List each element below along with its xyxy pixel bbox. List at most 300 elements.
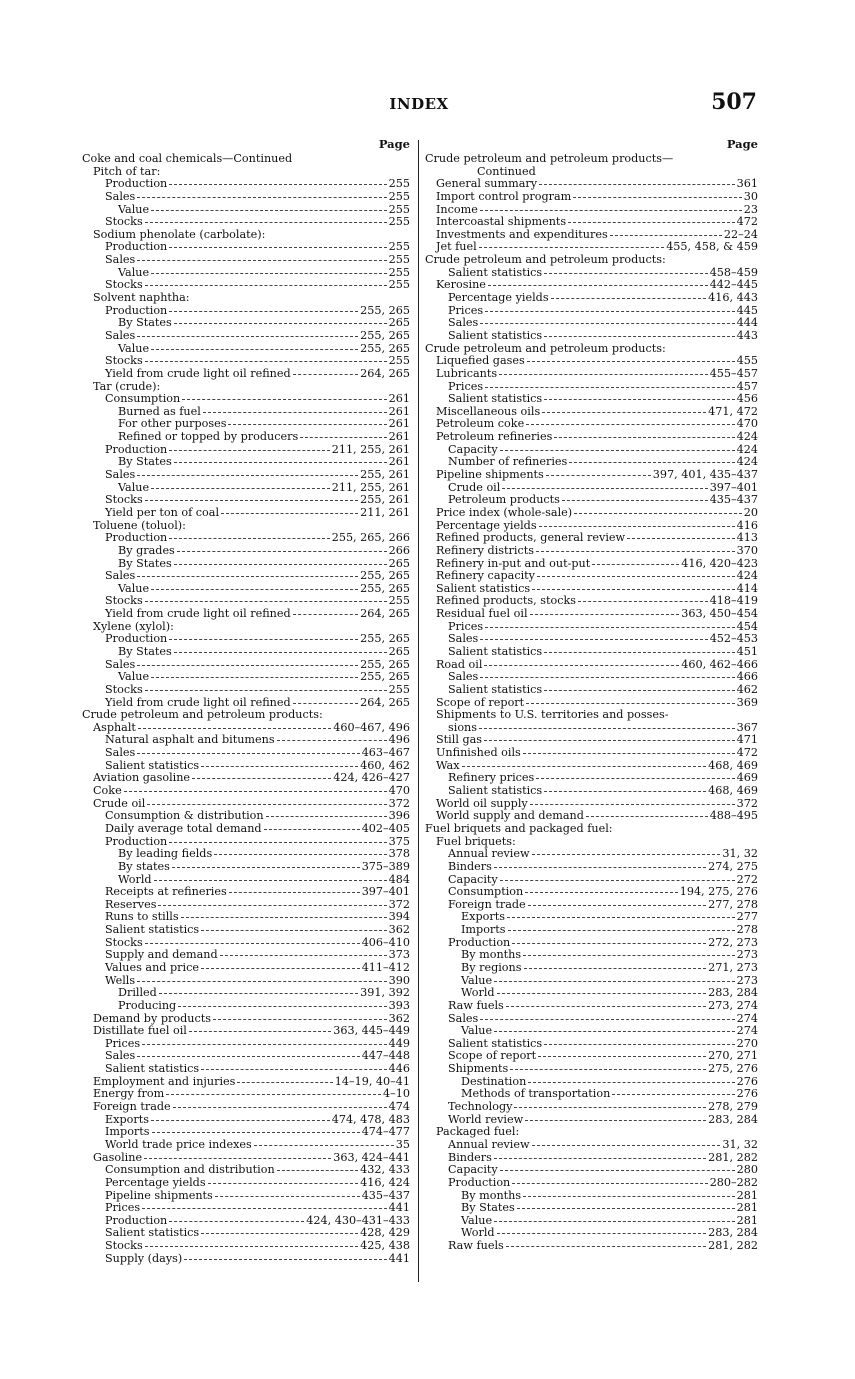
index-entry [425, 848, 758, 861]
dot-leader [266, 815, 387, 817]
index-page-refs: 255 [388, 265, 410, 279]
index-entry [82, 1240, 410, 1253]
index-page-refs: 424, 430–431–433 [306, 1213, 410, 1227]
dot-leader [169, 246, 386, 248]
index-term: Prices [448, 619, 484, 633]
index-entry [82, 785, 410, 798]
index-entry [82, 191, 410, 204]
index-entry [425, 747, 758, 760]
index-entry [82, 1063, 410, 1076]
dot-leader [479, 246, 664, 248]
index-entry [425, 469, 758, 482]
dot-leader [174, 322, 387, 324]
dot-leader [485, 310, 735, 312]
index-entry [82, 1101, 410, 1114]
index-page-refs: 361 [736, 177, 758, 191]
dot-leader [147, 803, 386, 805]
index-page-refs: 466 [736, 670, 758, 684]
dot-leader [228, 423, 386, 425]
index-page-refs: 271, 273 [708, 961, 758, 974]
index-entry [82, 153, 410, 166]
index-page-refs: 397, 401, 435–437 [652, 468, 758, 482]
dot-leader [480, 638, 707, 640]
index-term: World trade price indexes [105, 1137, 252, 1151]
index-page-refs: 455–457 [709, 366, 758, 380]
index-term: Supply (days) [105, 1251, 183, 1265]
dot-leader [528, 1081, 734, 1083]
index-page-refs: 414 [736, 581, 758, 595]
index-term: Wells [105, 973, 136, 987]
index-page-refs: 363, 445–449 [333, 1024, 410, 1038]
index-term: Value [118, 581, 150, 595]
dot-leader [145, 600, 387, 602]
index-page-refs: 469 [736, 771, 758, 785]
index-page-refs: 424, 426–427 [333, 771, 410, 785]
index-page-refs: 277, 278 [708, 897, 758, 911]
dot-leader [485, 386, 735, 388]
index-term: Number of refineries [448, 455, 568, 469]
index-term: Value [461, 1024, 493, 1038]
index-page-refs: 281 [736, 1201, 758, 1215]
index-term: Supply and demand [105, 948, 218, 962]
index-term: Crude oil [448, 480, 501, 494]
index-term: Shipments to U.S. territories and posses- [436, 708, 669, 722]
index-term: Crude petroleum and petroleum products: [82, 708, 323, 722]
index-page-refs: 278, 279 [708, 1100, 758, 1114]
index-page-refs: 474, 478, 483 [331, 1112, 410, 1126]
index-entry [82, 393, 410, 406]
index-entry [82, 507, 410, 520]
index-entry [425, 646, 758, 659]
index-term: Capacity [448, 1163, 498, 1177]
dot-leader [524, 967, 707, 969]
dot-leader [627, 537, 735, 539]
dot-leader [480, 322, 734, 324]
index-term: World review [448, 1112, 524, 1126]
dot-leader [145, 499, 358, 501]
index-term: Production [105, 442, 168, 456]
dot-leader [508, 929, 735, 931]
index-page-refs: 470 [388, 784, 410, 798]
index-page-refs: 266 [388, 543, 410, 557]
index-page-refs: 280 [736, 1163, 758, 1177]
index-page-refs: 370 [736, 543, 758, 557]
index-term: Lubricants [436, 366, 498, 380]
index-entry [82, 1253, 410, 1266]
dot-leader [484, 739, 735, 741]
index-page-refs: 278 [736, 923, 758, 937]
index-page-refs: 273 [736, 948, 758, 962]
dot-leader [494, 980, 735, 982]
index-entry [425, 785, 758, 798]
dot-leader [293, 373, 359, 375]
index-term: Yield from crude light oil refined [105, 607, 291, 621]
dot-leader [169, 841, 386, 843]
index-term: Production [105, 834, 168, 848]
dot-leader [184, 1258, 386, 1260]
dot-leader [507, 916, 735, 918]
index-page-refs: 402–405 [361, 821, 410, 835]
index-entry [425, 1164, 758, 1177]
dot-leader [542, 411, 706, 413]
dot-leader [169, 310, 358, 312]
index-page-refs: 211, 255, 261 [331, 480, 410, 494]
index-entry [82, 216, 410, 229]
index-term: Xylene (xylol): [93, 619, 174, 633]
index-term: Crude oil [93, 796, 146, 810]
index-entry [425, 1202, 758, 1215]
index-term: Liquefied gases [436, 354, 525, 368]
index-entry [82, 772, 410, 785]
index-entry [82, 1164, 410, 1177]
index-page-refs: 255, 265 [360, 670, 410, 684]
dot-leader [497, 1232, 707, 1234]
index-term: Consumption & distribution [105, 809, 264, 823]
index-term: Sales [105, 746, 136, 760]
index-page-refs: 255 [388, 278, 410, 292]
index-term: Prices [105, 1036, 141, 1050]
dot-leader [151, 588, 358, 590]
index-page-refs: 418–419 [709, 594, 758, 608]
index-page-refs: 255, 265 [360, 632, 410, 646]
index-page-refs: 276 [736, 1087, 758, 1101]
index-term: Refined products, stocks [436, 594, 577, 608]
index-term: Investments and expenditures [436, 227, 608, 241]
index-term: sions [448, 720, 478, 734]
index-term: Sales [105, 1049, 136, 1063]
index-term: Petroleum coke [436, 417, 525, 431]
index-page-refs: 261 [388, 455, 410, 469]
index-term: By States [461, 1201, 515, 1215]
index-term: Production [448, 935, 511, 949]
index-page-refs: 451 [736, 644, 758, 658]
index-page-refs: 31, 32 [722, 847, 758, 861]
dot-leader [499, 373, 708, 375]
index-term: Sales [105, 328, 136, 342]
index-page-refs: 372 [388, 796, 410, 810]
index-page-refs: 416, 424 [360, 1175, 410, 1189]
index-page-refs: 194, 275, 276 [679, 885, 758, 899]
index-term: Sales [105, 468, 136, 482]
index-term: Salient statistics [436, 581, 531, 595]
dot-leader [502, 487, 707, 489]
index-entry [425, 684, 758, 697]
index-term: By months [461, 1188, 522, 1202]
index-term: Annual review [448, 847, 530, 861]
index-term: Foreign trade [448, 897, 526, 911]
page-number: 507 [711, 89, 757, 115]
index-page-refs: 255, 265 [360, 581, 410, 595]
dot-leader [523, 1195, 735, 1197]
index-term: Shipments [448, 1062, 509, 1076]
index-term: Road oil [436, 657, 483, 671]
index-page-refs: 468, 469 [708, 784, 758, 798]
dot-leader [151, 209, 387, 211]
index-page-refs: 281, 282 [708, 1239, 758, 1253]
index-page-refs: 283, 284 [708, 1226, 758, 1240]
index-entry [82, 431, 410, 444]
index-term: Percentage yields [105, 1175, 206, 1189]
dot-leader [527, 360, 735, 362]
index-entry [82, 254, 410, 267]
index-entry [425, 924, 758, 937]
index-page-refs: 270 [736, 1036, 758, 1050]
index-entry [82, 684, 410, 697]
dot-leader [544, 1043, 734, 1045]
index-page-refs: 394 [388, 910, 410, 924]
index-term: Sales [105, 569, 136, 583]
index-term: Sales [448, 632, 479, 646]
dot-leader [480, 209, 742, 211]
dot-leader [277, 1169, 359, 1171]
index-term: Toluene (toluol): [93, 518, 186, 532]
index-entry [82, 924, 410, 937]
index-entry [82, 1025, 410, 1038]
dot-leader [137, 259, 386, 261]
index-term: Exports [461, 910, 505, 924]
index-term: Values and price [105, 961, 199, 974]
index-term: Destination [461, 1074, 527, 1088]
index-page-refs: 363, 450–454 [681, 607, 758, 621]
index-entry [82, 570, 410, 583]
index-page-refs: 255 [388, 215, 410, 229]
index-page-refs: 255 [388, 253, 410, 267]
index-page-refs: 274 [736, 1024, 758, 1038]
index-entry [82, 368, 410, 381]
index-page-refs: 255, 261 [360, 493, 410, 507]
dot-leader [500, 1169, 735, 1171]
index-page-refs: 416 [736, 518, 758, 532]
index-page-refs: 447–448 [361, 1049, 410, 1063]
index-page-refs: 390 [388, 973, 410, 987]
index-term: Sales [105, 189, 136, 203]
index-term: Yield from crude light oil refined [105, 366, 291, 380]
index-term: World supply and demand [436, 809, 584, 823]
index-page-refs: 396 [388, 809, 410, 823]
index-term: Fuel briquets and packaged fuel: [425, 821, 613, 835]
index-page-refs: 255, 265 [360, 328, 410, 342]
index-term: World [461, 1226, 495, 1240]
index-page-refs: 406–410 [361, 935, 410, 949]
index-page-refs: 378 [388, 847, 410, 861]
index-entry [82, 823, 410, 836]
page-title: INDEX [389, 95, 449, 113]
index-page-refs: 488–495 [709, 809, 758, 823]
dot-leader [536, 550, 735, 552]
index-term: Stocks [105, 493, 143, 507]
index-entry [82, 709, 410, 722]
index-term: Production [105, 531, 168, 545]
dot-leader [201, 967, 360, 969]
index-term: Miscellaneous oils [436, 404, 541, 418]
index-page-refs: 474 [388, 1100, 410, 1114]
index-term: Value [118, 670, 150, 684]
index-term: Raw fuels [448, 998, 504, 1012]
dot-leader [277, 739, 387, 741]
dot-leader [480, 676, 734, 678]
index-page-refs: 261 [388, 430, 410, 444]
dot-leader [159, 992, 358, 994]
index-page-refs: 484 [388, 872, 410, 886]
dot-leader [506, 1245, 706, 1247]
index-term: Imports [105, 1125, 150, 1139]
index-term: Percentage yields [436, 518, 537, 532]
index-page-refs: 272, 273 [708, 935, 758, 949]
index-page-refs: 416, 443 [708, 291, 758, 305]
dot-leader [174, 651, 387, 653]
index-page-refs: 424 [736, 430, 758, 444]
index-page-refs: 255 [388, 202, 410, 216]
index-page-refs: 261 [388, 392, 410, 406]
index-page-refs: 274, 275 [708, 859, 758, 873]
index-page-refs: 30 [743, 189, 758, 203]
index-page-refs: 443 [736, 328, 758, 342]
index-page-refs: 470 [736, 417, 758, 431]
dot-leader [578, 600, 708, 602]
index-term: Methods of transportation [461, 1087, 611, 1101]
index-term: Coke [93, 784, 122, 798]
dot-leader [137, 1055, 359, 1057]
dot-leader [138, 727, 331, 729]
dot-leader [201, 1232, 358, 1234]
index-term: Asphalt [93, 720, 136, 734]
index-page-refs: 14–19, 40–41 [334, 1074, 410, 1088]
index-term: Yield per ton of coal [105, 505, 220, 519]
dot-leader [169, 1220, 304, 1222]
dot-leader [494, 1220, 735, 1222]
index-term: Yield from crude light oil refined [105, 695, 291, 709]
index-page-refs: 22–24 [723, 227, 758, 241]
index-term: Refined products, general review [436, 531, 626, 545]
index-term: General summary [436, 177, 538, 191]
dot-leader [152, 1131, 360, 1133]
index-term: World [118, 872, 152, 886]
index-entry [425, 355, 758, 368]
index-term: Salient statistics [105, 1062, 200, 1076]
index-term: Sales [448, 670, 479, 684]
index-entry [425, 671, 758, 684]
dot-leader [544, 790, 706, 792]
index-entry [82, 1000, 410, 1013]
index-term: Solvent naphtha: [93, 291, 190, 305]
index-page-refs: 455 [736, 354, 758, 368]
index-term: Salient statistics [105, 923, 200, 937]
index-term: World oil supply [436, 796, 528, 810]
index-page-refs: 255 [388, 189, 410, 203]
dot-leader [530, 803, 735, 805]
dot-leader [264, 828, 360, 830]
dot-leader [145, 942, 360, 944]
index-page-refs: 273, 274 [708, 998, 758, 1012]
index-page-refs: 272 [736, 872, 758, 886]
column-divider [418, 140, 419, 1282]
dot-leader [237, 1081, 332, 1083]
index-term: By States [118, 455, 172, 469]
index-term: Value [118, 341, 150, 355]
index-entry [425, 393, 758, 406]
dot-leader [189, 1030, 331, 1032]
index-page-refs: 281 [736, 1213, 758, 1227]
index-entry [425, 608, 758, 621]
dot-leader [484, 664, 679, 666]
index-term: Distillate fuel oil [93, 1024, 187, 1038]
dot-leader [214, 853, 386, 855]
index-term: Demand by products [93, 1011, 211, 1025]
index-page-refs: 261 [388, 417, 410, 431]
index-term: Exports [105, 1112, 149, 1126]
index-term: By States [118, 644, 172, 658]
index-term: Capacity [448, 442, 498, 456]
index-entry [425, 330, 758, 343]
index-entry [425, 254, 758, 267]
dot-leader [551, 297, 707, 299]
index-entry [82, 330, 410, 343]
index-term: Intercoastal shipments [436, 215, 567, 229]
index-entry [425, 1177, 758, 1190]
dot-leader [137, 664, 358, 666]
index-entry [425, 962, 758, 975]
dot-leader [544, 689, 734, 691]
index-page-refs: 375–389 [361, 859, 410, 873]
index-page-refs: 255, 261 [360, 468, 410, 482]
page-column-label: Page [726, 137, 758, 151]
index-term: Prices [105, 1201, 141, 1215]
index-entry [82, 1139, 410, 1152]
index-term: Still gas [436, 733, 483, 747]
index-page-refs: 425, 438 [360, 1239, 410, 1253]
dot-leader [221, 512, 358, 514]
index-page-refs: 460–467, 496 [333, 720, 410, 734]
dot-leader [213, 1018, 387, 1020]
dot-leader [488, 284, 708, 286]
index-term: Pitch of tar: [93, 164, 161, 178]
index-term: Value [461, 1213, 493, 1227]
index-term: Wax [436, 758, 460, 772]
index-page-refs: 452–453 [709, 632, 758, 646]
index-page-refs: 255, 265 [360, 657, 410, 671]
dot-leader [532, 853, 721, 855]
index-term: Pipeline shipments [105, 1188, 213, 1202]
index-page-refs: 280–282 [709, 1175, 758, 1189]
dot-leader [177, 550, 387, 552]
index-term: By grades [118, 543, 175, 557]
dot-leader [592, 563, 679, 565]
index-term: Consumption [105, 392, 181, 406]
dot-leader [517, 1207, 735, 1209]
index-page-refs: 432, 433 [360, 1163, 410, 1177]
dot-leader [169, 537, 329, 539]
index-entry [82, 646, 410, 659]
index-entry [425, 1000, 758, 1013]
dot-leader [514, 1106, 706, 1108]
dot-leader [525, 1119, 706, 1121]
index-term: Pipeline shipments [436, 468, 544, 482]
index-page-refs: 471 [736, 733, 758, 747]
index-page-refs: 273 [736, 973, 758, 987]
index-page-refs: 264, 265 [360, 366, 410, 380]
dot-leader [537, 575, 735, 577]
index-term: By regions [461, 961, 522, 974]
index-term: Salient statistics [105, 758, 200, 772]
index-term: Sales [448, 1011, 479, 1025]
index-page-refs: 372 [736, 796, 758, 810]
index-term: By states [118, 859, 170, 873]
index-page-refs: 397–401 [361, 885, 410, 899]
index-entry [82, 545, 410, 558]
dot-leader [154, 879, 387, 881]
index-page-refs: 265 [388, 644, 410, 658]
index-page-refs: 211, 261 [360, 505, 410, 519]
